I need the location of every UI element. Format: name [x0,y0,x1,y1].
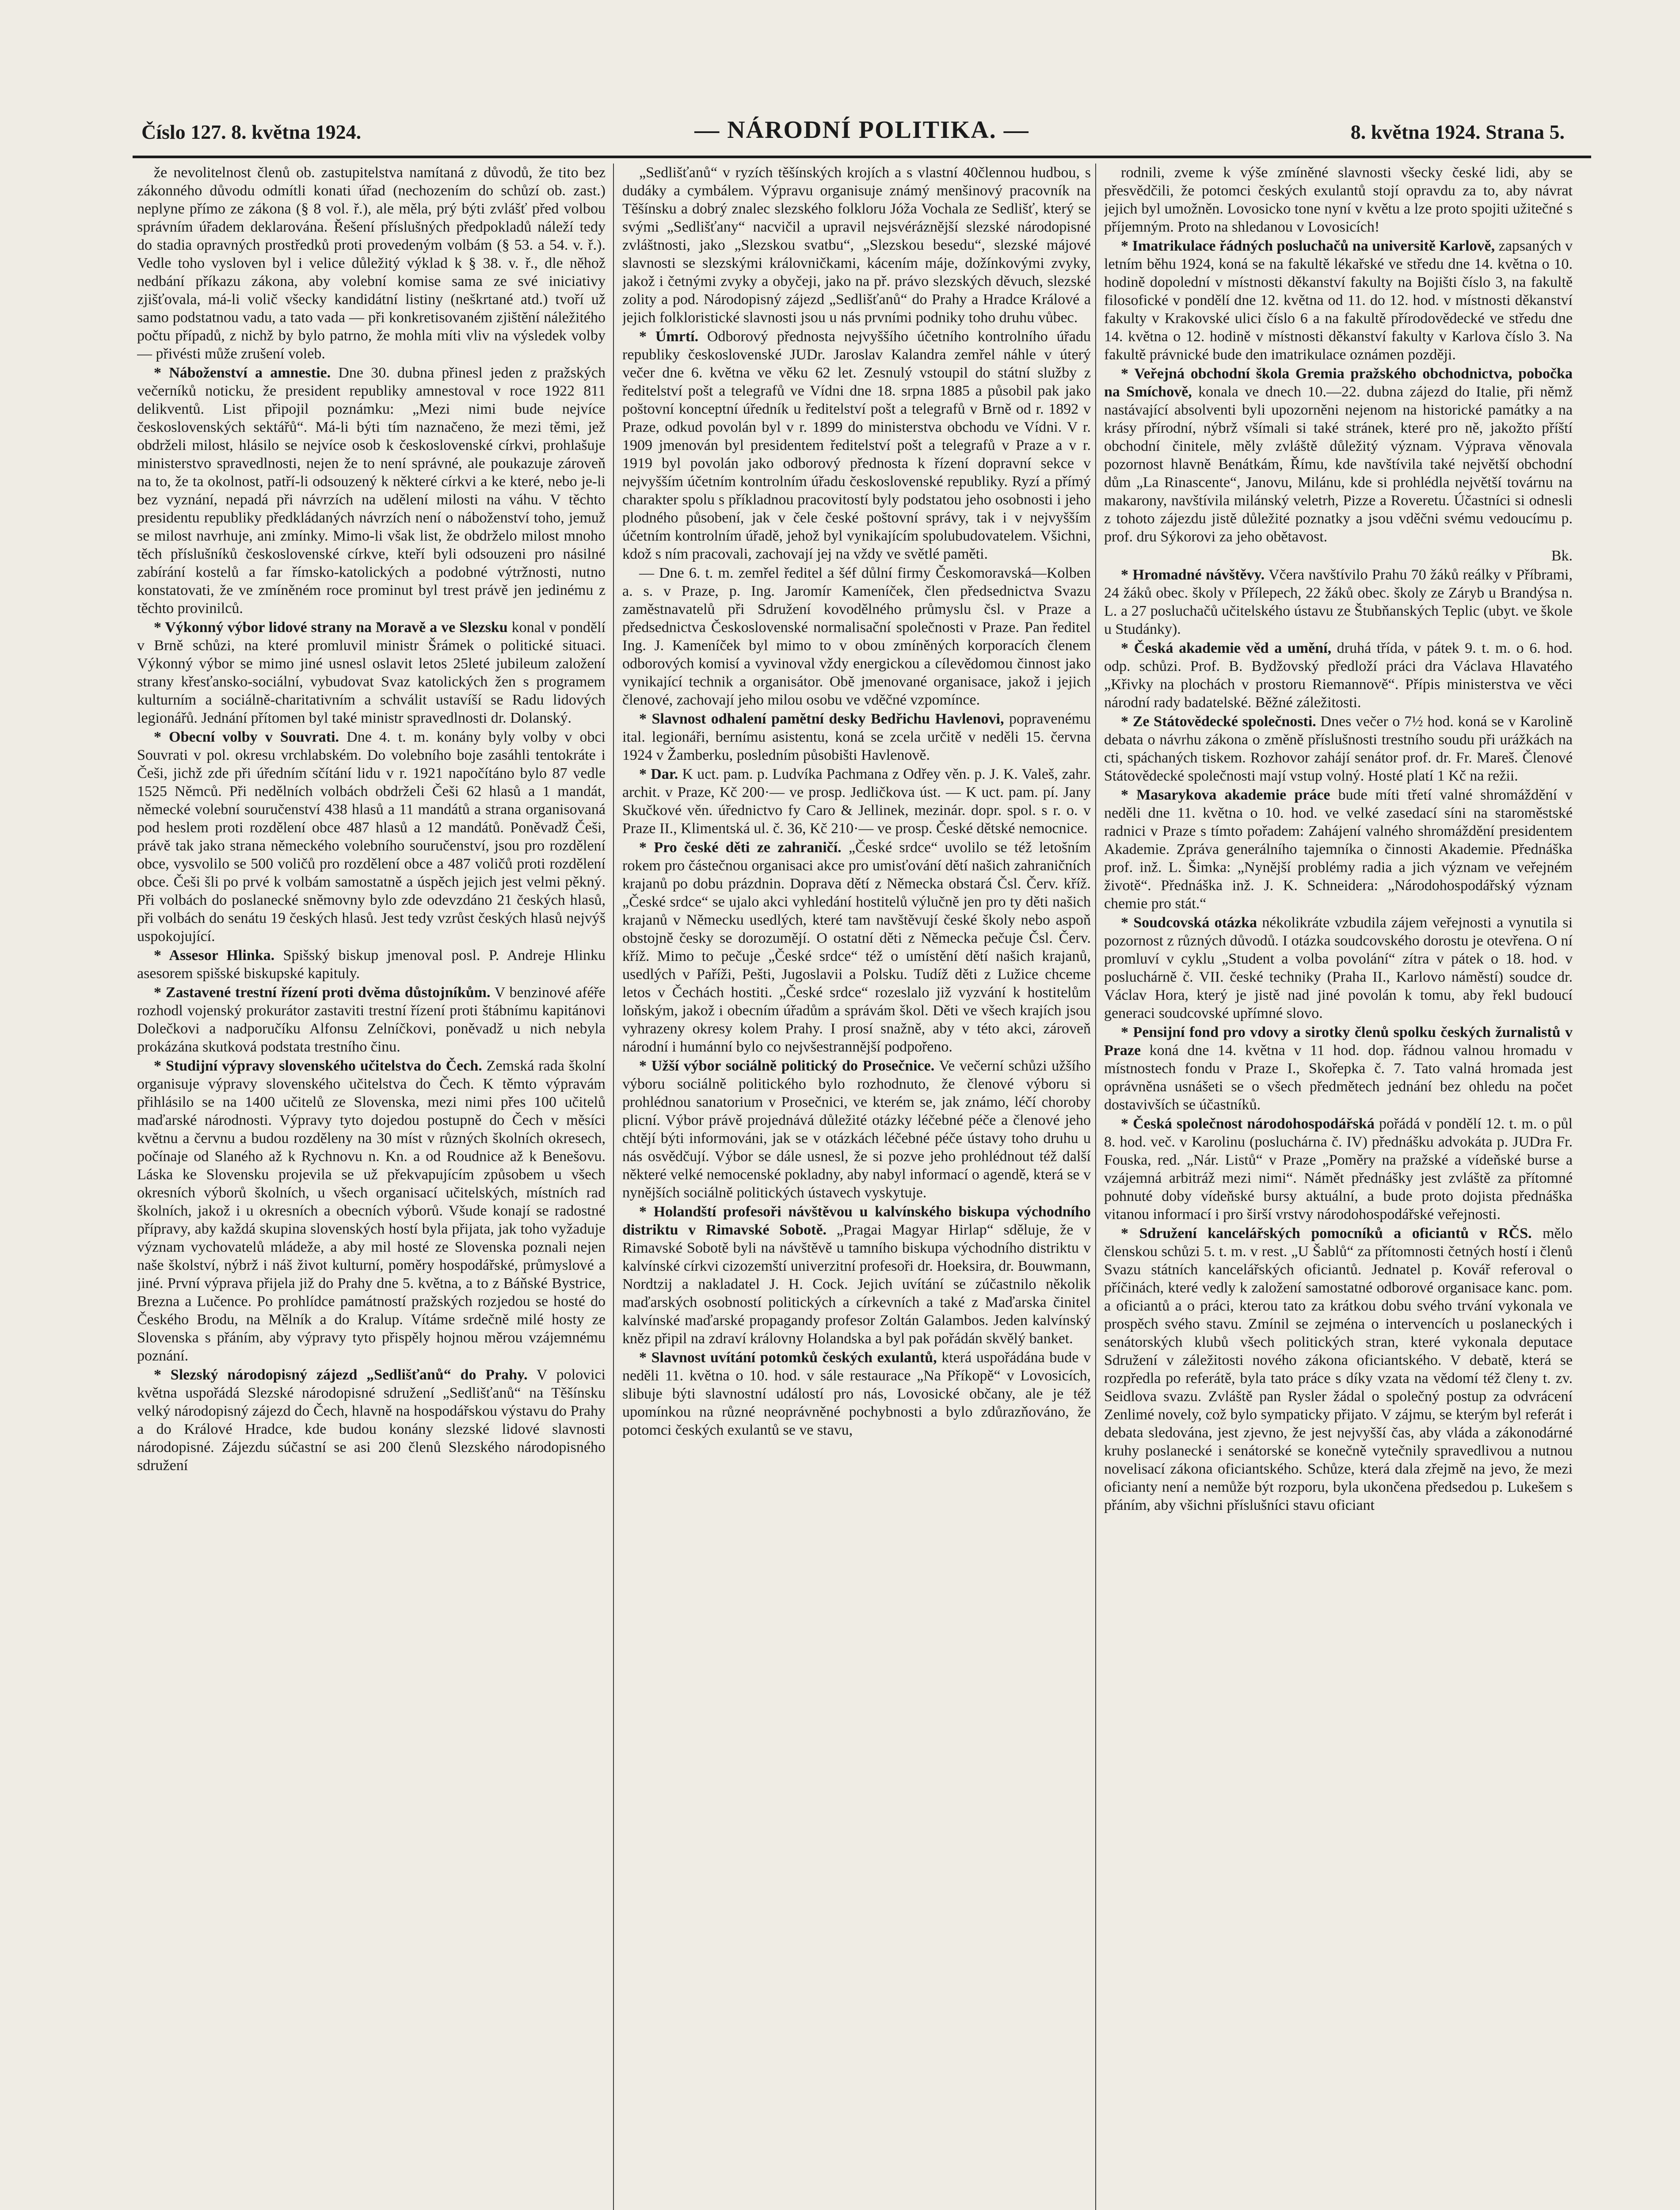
article-text: konal v pondělí v Brně schůzi, na které promluvil ministr Šrámek o politické situaci. Výkonný výbor se mimo jiné usnesl oslavit letos 25leté jubileum založení strany křesťansko-sociální, vybudovat Svaz katolických žen s programem kulturním a sociálně-charitativním a schválit ustavíší se Radu lidových legionářů. Jednání přítomen byl také ministr spravedlnosti dr. Dolanský. [137,619,606,726]
article-headline: * Sdružení kancelářských pomocníků a oficiantů v RČS. [1121,1225,1532,1242]
column-divider [613,164,614,2210]
article-paragraph [137,946,606,983]
article-paragraph [137,1366,606,1475]
article-text: že nevolitelnost členů ob. zastupitelstva namítaná z důvodů, že tito bez zákonného důvodu odmítli konati úřad (nechozením do schůzí ob. zast.) neplyne přímo ze zákona (§ 8 vol. ř.), ale měla, prý býti zvlášť před volbou správním úřadem deklarována. Řešení příslušných předpokladů náleží tedy do stadia opravných prostředků proti provedeným volbám (§ 53. a 54. v. ř.). Vedle toho vysloven byl i velice důležitý výklad k § 38. v. ř., dle něhož nedbání příkazu zákona, aby volební komise sama ze své iniciativy zjišťovala, má-li volič všecky kandidátní listiny (neškrtané atd.) tvoří už samo podstatnou vadu, a tato vada — při konkretisovaném zjištění náležitého počtu případů, z nichž by bylo patrno, že mohla míti vliv na výsledek volby — přivésti může zrušení voleb. [137,164,606,362]
article-headline: * Slezský národopisný zájezd „Sedlišťanů“ do Prahy. [154,1367,528,1383]
article-headline: * Užší výbor sociálně politický do Prosečnice. [639,1058,935,1074]
article-text: pořádá v pondělí 12. t. m. o půl 8. hod. več. v Karolinu (posluchárna č. IV) přednášku advokáta p. JUDra Fr. Fouska, red. „Nár. Listů“ v Praze „Poměry na pražské a vídeňské burse a vzájemná arbitráž mezi nimi“. Námět přednášky jest zvláště za přítomné pohnuté doby vídeňské bursy aktuální, a bude proto dojista přednáška vitanou informací i pro širší vrstvy národohospodářské veřejnosti. [1104,1116,1573,1223]
article-headline: * Hromadné návštěvy. [1121,567,1265,583]
column-1 [137,164,606,2210]
page-header [133,116,1591,156]
article-headline: * Studijní výpravy slovenského učitelstva do Čech. [154,1058,482,1074]
article-paragraph [1104,1224,1573,1514]
article-text: bude míti třetí valné shromáždění v neděli dne 11. května o 10. hod. ve velké zasedací síni na staroměstské radnici v Praze s tímto pořadem: Zahájení valného shromáždění presidentem Akademie. Zpráva generálního tajemníka o činnosti Akademie. Přednáška prof. inž. L. Šimka: „Nynější problémy radia a jich význam ve veřejném životě“. Přednáška inž. J. K. Schneidera: „Národohospodářský význam chemie pro stát.“ [1104,787,1573,912]
article-text: která uspořádána bude v neděli 11. května o 10. hod. v sále restaurace „Na Příkopě“ v Lovosicích, slibuje býti slavnostní událostí pro nás, Lovosické občany, ale je též upomínkou na různé neoprávněné pochybnosti a bylo zdůrazňováno, že potomci českých exulantů se ve stavu, [622,1349,1091,1438]
article-paragraph [622,164,1091,327]
article-headline: * Soudcovská otázka [1121,914,1257,931]
article-paragraph [137,618,606,727]
article-headline: * Assesor Hlinka. [154,947,275,964]
article-text: nékolikráte vzbudila zájem veřejnosti a vynutila si pozornost z různých důvodů. I otázka soudcovského dorostu je otevřena. O ní promluví v cyklu „Student a volba povolání“ zítra v pátek o 18. hod. v posluchárně č. VII. české techniky (Praha II., Karlovo náměstí) soudce dr. Václav Hora, který je jistě nad jiné povolán k tomu, aby řekl budoucí generaci soudcovské upřímné slovo. [1104,914,1573,1021]
article-paragraph [1104,1115,1573,1223]
article-headline: * Česká akademie věd a umění, [1121,640,1332,656]
article-text: Ve večerní schůzi užšího výboru sociálně politického bylo rozhodnuto, že členové výboru si prohlédnou sanatorium v Prosečnici, ve kterém se, jak známo, léčí choroby plicní. Výbor právě projednává důležité otázky léčebné péče a členové jeho chtějí býti informováni, jak se v otázkách léčebné péče ústavy toho druhu u nás osvědčují. Výbor se dále usnesl, že si pozve jeho prohlédnout též další některé velké nemocenské pokladny, aby nabyl informací o agendě, která se v nynějších sociálně politických ústavech vyskytuje. [622,1058,1091,1201]
article-text: rodnili, zveme k výše zmíněné slavnosti všecky české lidi, aby se přesvědčili, že potomci českých exulantů stojí opravdu za to, aby návrat jejich byl umožněn. Lovosicko tone nyní v květu a lze proto spojiti užitečné s příjemným. Proto na shledanou v Lovosicích! [1104,164,1573,235]
article-headline: * Dar. [639,766,678,782]
article-text: V polovici května uspořádá Slezské národopisné sdružení „Sedlišťanů“ na Těšínsku velký národopisný zájezd do Čech, hlavně na hospodářskou výstavu do Prahy a do Králové Hradce, kde budou konány slezské lidové slavnosti národopisné. Zájezdu súčastní se asi 200 členů Slezského národopisného sdružení [137,1367,606,1474]
article-paragraph [137,364,606,617]
article-paragraph [1104,1023,1573,1114]
article-paragraph [622,328,1091,563]
article-paragraph [137,1057,606,1365]
article-text: „Pragai Magyar Hirlap“ sděluje, že v Rimavské Sobotě byli na návštěvě u tamního biskupa východního distriktu v kalvínské církvi cizozemští univerzitní profesoři dr. Hoeksira, dr. Bouwmann, Nordtzij a nakladatel J. H. Cock. Jejich uvítání se zúčastnilo několik maďarských osobností politických a církevních a také z Maďarska činitel kalvínské maďarské propagandy profesor Zoltán Galambos. Jeden kalvínský kněz připil na zdraví královny Holandska a byl pak pořádán skvělý banket. [622,1222,1091,1347]
article-text: Dnes večer o 7½ hod. koná se v Karolině debata o návrhu zákona o změně příslušnosti trestního soudu při urážkách na cti, spáchaných tiskem. Rozhovor zahájí senátor prof. dr. Fr. Mareš. Členové Státovědecké společnosti mají vstup volný. Hosté platí 1 Kč na režii. [1104,713,1573,784]
article-headline: * Holandští profesoři návštěvou u kalvínského biskupa východního distriktu v Rimavské Sobotě. [622,1204,1091,1238]
article-headline: * Česká společnost národohospodářská [1121,1116,1375,1132]
column-3 [1104,164,1573,2210]
article-signature: Bk. [1551,548,1573,564]
article-text: „České srdce“ uvolilo se též letošním rokem pro částečnou organisaci akce pro umisťování dětí našich zahraničních krajanů po dobu prázdnin. Doprava dětí z Německa obstará Čsl. Červ. kříž. „České srdce“ se ujalo akci vyhledání hostitelů výlučně jen pro ty děti našich krajanů v Německu usedlých, které tam navštěvují české školy nebo aspoň obstojně česky se dorozumějí. O ostatní děti z Německa pečuje Čsl. Červ. kříž. Mimo to pečuje „České srdce“ též o umístění dětí našich krajanů, usedlých v Paříži, Pešti, Jugoslavii a Polsku. Tudíž děti z Lužice chceme letos v Čechách hostiti. „České srdce“ rozeslalo již vyzvání k hostitelům loňským, jakož i obecním úřadům a správám škol. Děti ve všech krajích jsou vyhrazeny okresy kolem Prahy. I prosí snažně, aby v této akci, zároveň národní i humánní bylo co nejvšestrannější podpořeno. [622,839,1091,1055]
masthead: — NÁRODNÍ POLITIKA. — [694,116,1029,144]
article-text: Zemská rada školní organisuje výpravy slovenského učitelstva do Čech. K těmto výpravám přihlásilo se na 1400 učitelů ze Slovenska, mezi nimi přes 100 učitelů maďarské národnosti. Výpravy tyto dojedou postupně do Čech v měsíci květnu a červnu a budou rozděleny na 30 míst v různých školních okresech, počínaje od Slaného až k Rychnovu n. Kn. a od Roudnice až k Benešovu. Láska ke Slovensku projevila se už překvapujícím způsobem u všech okresních výborů školních, u všech organisací učitelských, místních rad školních, jakož i u okresních a obecních výborů. Všude konají se radostné přípravy, aby každá skupina slovenských hostí byla přijata, jak toho vyžaduje význam vychovatelů mládeže, a aby mil hosté ze Slovenska poznali nejen naše školství, nýbrž i náš život kulturní, poměry hospodářské, průmyslové a jiné. První výprava přijela již do Prahy dne 5. května, a to z Báňské Bystrice, Brezna a Lučence. Po prohlídce památností pražských rozjedou se hosté do Českého Brodu, na Mělník a do Kralup. Vítáme srdečně milé hosty ze Slovenska s přáním, aby výpravy tyto přispěly hojnou měrou vzájemnému poznání. [137,1058,606,1364]
article-text: Včera navštívilo Prahu 70 žáků reálky v Příbrami, 24 žáků obec. školy v Přílepech, 22 žáků obec. školy ze Záryb u Brandýsa n. L. a 27 posluchačů učitelského ústavu ze Štubňanských Teplic (ubyt. ve škole u Studánky). [1104,567,1573,637]
article-text: Dne 30. dubna přinesl jeden z pražských večerníků noticku, že president republiky amnestoval v roce 1922 811 delikventů. List připojil poznámku: „Mezi nimi bude nejvíce československých sektářů“. Má-li býti tím naznačeno, že mezi těmi, jež obdrželi milost, hlásilo se nejvíce osob k československé církvi, prohlašuje ministerstvo spravedlnosti, nejen že to není správné, ale poukazuje zároveň na to, že ta okolnost, patří-li odsouzený k některé církvi a ke které, nebo je-li bez vyznání, nepadá při návrzích na udělení milosti na váhu. V těchto presidentu republiky předkládaných návrzích není o náboženství toho, jemuž se milost navrhuje, ani zmínky. Mimo-li však list, že obdrželo milost mnoho těch příslušníků československé církve, kteří byli odsouzeni pro násilné zabírání kostelů a far římsko-katolických a podobné výtržnosti, nutno konstatovati, že ve zmíněném roce prominut byl trest právě jen jedinému z těchto provinilců. [137,365,606,617]
article-paragraph [1104,566,1573,638]
article-paragraph [622,1057,1091,1202]
article-headline: * Náboženství a amnestie. [154,365,331,381]
article-headline: * Imatrikulace řádných posluchačů na universitě Karlově, [1121,238,1495,254]
column-2 [622,164,1091,2210]
article-paragraph [1104,914,1573,1022]
article-headline: * Zastavené trestní řízení proti dvěma důstojníkům. [154,984,491,1001]
article-paragraph [622,710,1091,764]
article-text: V benzinové aféře rozhodl vojenský prokurátor zastaviti trestní řízení proti štábnímu kapitánovi Dolečkovi a nadporučíku Alfonsu Zelníčkovi, poněvadž u nich nebyla prokázána skutková podstata trestního činu. [137,984,606,1055]
article-headline: * Ze Státovědecké společnosti. [1121,713,1316,730]
page-number: 8. května 1924. Strana 5. [1350,121,1565,143]
article-paragraph [1104,365,1573,546]
article-paragraph [1104,164,1573,236]
article-text: „Sedlišťanů“ v ryzích těšínských krojích a s vlastní 40člennou hudbou, s dudáky a cymbálem. Výpravu organisuje známý menšinový pracovník na Těšínsku a dobrý znalec slezského folkloru Jóža Vochala ze Sedlišť, který se svými „Sedlišťany“ nacvičil a upravil nejsvéráznější slezské národopisné zvláštnosti, jako „Slezskou svatbu“, „Slezskou besedu“, slezské májové slavnosti se slezskými královničkami, kácením máje, dožínkovými zvyky, jakož i četnými zvyky a obyčeji, jako na př. právo slezských děvuch, slezské zolity a pod. Národopisný zájezd „Sedlišťanů“ do Prahy a Hradce Králové a jejich folkloristické slavnosti jsou u nás prvními podniky toho druhu vůbec. [622,164,1091,326]
article-headline: * Veřejná obchodní škola Gremia pražského obchodnictva, pobočka na Smíchově, [1104,366,1573,400]
article-paragraph [1104,713,1573,785]
article-text: koná dne 14. května v 11 hod. dop. řádnou valnou hromadu v místnostech fondu v Praze I., Skořepka č. 7. Tato valná hromada jest oprávněna usnášeti se o všech předmětech jednání bez ohledu na počet dostavivších se účastníků. [1104,1042,1573,1113]
article-headline: * Pro české děti ze zahraničí. [639,839,842,856]
article-text: popravenému ital. legionáři, bernímu asistentu, koná se zcela určitě v neděli 15. června 1924 v Žamberku, posledním působišti Havlenově. [622,711,1091,763]
article-headline: * Slavnost odhalení pamětní desky Bedřichu Havlenovi, [639,711,1004,727]
article-paragraph [622,1203,1091,1348]
article-paragraph [622,1349,1091,1439]
article-headline: * Výkonný výbor lidové strany na Moravě a ve Slezsku [154,619,508,636]
column-divider [1095,164,1096,2210]
article-paragraph [1104,237,1573,364]
article-text: K uct. pam. p. Ludvíka Pachmana z Odřey věn. p. J. K. Valeš, zahr. archit. v Praze, Kč 200·— ve prosp. Jedličkova úst. — K uct. pam. pí. Jany Skučkové věn. úřednictvo fy Caro & Jellinek, mezinár. dopr. spol. s r. o. v Praze II., Klimentská ul. č. 36, Kč 210·— ve prosp. České dětské nemocnice. [622,766,1091,837]
article-paragraph [622,838,1091,1056]
article-headline: * Slavnost uvítání potomků českých exulantů, [639,1349,937,1366]
article-text: Odborový přednosta nejvyššího účetního kontrolního úřadu republiky československé JUDr. Jaroslav Kalandra zemřel náhle v úterý večer dne 6. května ve věku 62 let. Zesnulý vstoupil do státní služby z ředitelství pošt a telegrafů ve Vídni dne 18. srpna 1885 a působil pak jako poštovní konceptní úředník u ředitelství pošt a telegrafů v Brně od r. 1892 v Praze, odkud povolán byl v r. 1899 do ministerstva obchodu ve Vídni. V r. 1909 jmenován byl presidentem ředitelství pošt a telegrafů v Praze a v r. 1919 byl povolán jako odborový přednosta k řízení dopravní sekce v nejvyšším účetním kontrolním úřadu československé republiky. Ryzí a přímý charakter spolu s příkladnou pracovitostí byly podstatou jeho osobnosti i jeho plodného působení, jak v čele české poštovní správy, tak i v nejvyšším účetním kontrolním úřadě, jehož byl vynikajícím spolubudovatelem. Všichni, kdož s ním pracovali, zachovají jej na vždy ve světlé paměti. [622,328,1091,562]
article-text: — Dne 6. t. m. zemřel ředitel a šéf důlní firmy Českomoravská—Kolben a. s. v Praze, p. Ing. Jaromír Kameníček, člen předsednictva Svazu zaměstnavatelů při Sdružení kovodělného průmyslu čsl. v Praze a předsednictva Československé normalisační společnosti v Praze. Pan ředitel Ing. J. Kameníček byl mimo to v obou zmíněných korporacích členem odborových komisí a vyvinoval vždy energickou a cílevědomou činnost jako vynikající technik a organisátor. Obě jmenované organisace, jakož i jejich členové, zachovají jeho milou osobu ve vděčné vzpomínce. [622,565,1091,708]
article-headline: * Pensijní fond pro vdovy a sirotky členů spolku českých žurnalistů v Praze [1104,1024,1573,1059]
article-headline: * Masarykova akademie práce [1121,787,1330,803]
article-paragraph [137,164,606,363]
header-rule [133,156,1591,158]
article-headline: * Obecní volby v Souvrati. [154,729,339,745]
article-paragraph [622,564,1091,709]
article-text: Dne 4. t. m. konány byly volby v obci Souvrati v pol. okresu vrchlabském. Do volebního boje zasáhli tentokráte i Češi, jichž zde při úředním sčítání lidu v r. 1921 napočítáno bylo 87 vedle 1525 Němců. Při nedělních volbách obdrželi Češi 62 hlasů a 1 mandát, německé volební souručenství 438 hlasů a 11 mandátů a strana organisovaná pod heslem proti rozdělení obce 487 hlasů a 12 mandátů. Poněvadž Češi, právě tak jako strana německého volebního souručenství, jsou pro rozdělení obce, vysvolilo se 500 voličů pro rozdělení obce a 487 voličů proti rozdělení obce. Češi šli po prvé k volbám samostatně a úspěch jejich jest velmi pěkný. Při volbách do poslanecké sněmovny bylo zde odevzdáno 21 českých hlasů, při volbách do senátu 19 českých hlasů. Jest tedy vzrůst českých hlasů nejvýš uspokojující. [137,729,606,945]
article-paragraph [1104,639,1573,712]
article-paragraph [137,983,606,1056]
article-headline: * Úmrtí. [639,328,699,345]
article-text: Spišský biskup jmenoval posl. P. Andreje Hlinku asesorem spišské biskupské kapituly. [137,947,606,982]
article-paragraph [137,728,606,945]
issue-number: Číslo 127. 8. května 1924. [141,121,362,143]
article-paragraph [622,765,1091,838]
article-text: zapsaných v letním běhu 1924, koná se na fakultě lékařské ve středu dne 14. května o 10. hodině dopolední v místnosti děkanství fakulty na Bojišti číslo 3, na fakultě filosofické v pondělí dne 12. května od 11. do 12. hod. v místnosti děkanství fakulty v Krakovské ulici číslo 6 a na fakultě přírodovědecké ve středu dne 14. května o 12. hodině v místnosti děkanství fakulty v Karlova číslo 3. Na fakultě právnické bude den imatrikulace oznámen později. [1104,238,1573,363]
article-paragraph [1104,786,1573,913]
article-text: mělo členskou schůzi 5. t. m. v rest. „U Šablů“ za přítomnosti četných hostí i členů Svazu státních kancelářských oficiantů. Jednatel p. Kovář referoval o příčinách, které vedly k založení samostatné odborové organisace kanc. pom. a oficiantů a o práci, kterou tato za krátkou dobu svého trvání vykonala ve prospěch svého stavu. Zmínil se zejména o intervencích u poslaneckých i senátorských klubů všech politických stran, které vykonala deputace Sdružení v záležitosti nového zákona oficiantského. V debatě, která se rozpředla po referátě, byla tato práce s díky vzata na vědomí též členy t. zv. Seidlova svazu. Zvláště pan Rysler žádal o společný postup za odvrácení Zenlimé novely, což bylo sympaticky přijato. V zájmu, se kterým byl referát i debata sledována, jest zjevno, že jest nejvyšší čas, aby vláda a zákonodárné kruhy poslanecké i senátorské se konečně vytečnily spravedlivou a nutnou novelisací zákona oficiantského. Schůze, která dala zřejmě na jevo, že mezi oficianty není a nemůže být rozporu, byla ukončena předsedou p. Lukešem s přáním, aby všichni příslušníci stavu oficiant [1104,1225,1573,1513]
article-text: konala ve dnech 10.—22. dubna zájezd do Italie, při němž nastávající absolventi byli upozorněni nejenom na historické památky a na krásy přírodní, nýbrž všímali si také stránek, které pro ně, jakožto příští obchodní činitele, měly zvláště důležitý význam. Výprava věnovala pozornost hlavně Benátkám, Římu, kde navštívila také největší obchodní dům „La Rinascente“, Janovu, Milánu, kde si prohlédla největší továrnu na makarony, navštívila milánský veletrh, Pizze a Roveretu. Účastníci si odnesli z tohoto zájezdu jistě důležité poznatky a jsou vděčni svému vedoucímu p. prof. dru Sýkorovi za jeho obětavost. [1104,384,1573,545]
article-text: druhá třída, v pátek 9. t. m. o 6. hod. odp. schůzi. Prof. B. Bydžovský předloží práci dra Václava Hlavatého „Křivky na plochách v prostoru Riemannově“. Přípis ministerstva ve věci národní rady badatelské. Běžné záležitosti. [1104,640,1573,711]
